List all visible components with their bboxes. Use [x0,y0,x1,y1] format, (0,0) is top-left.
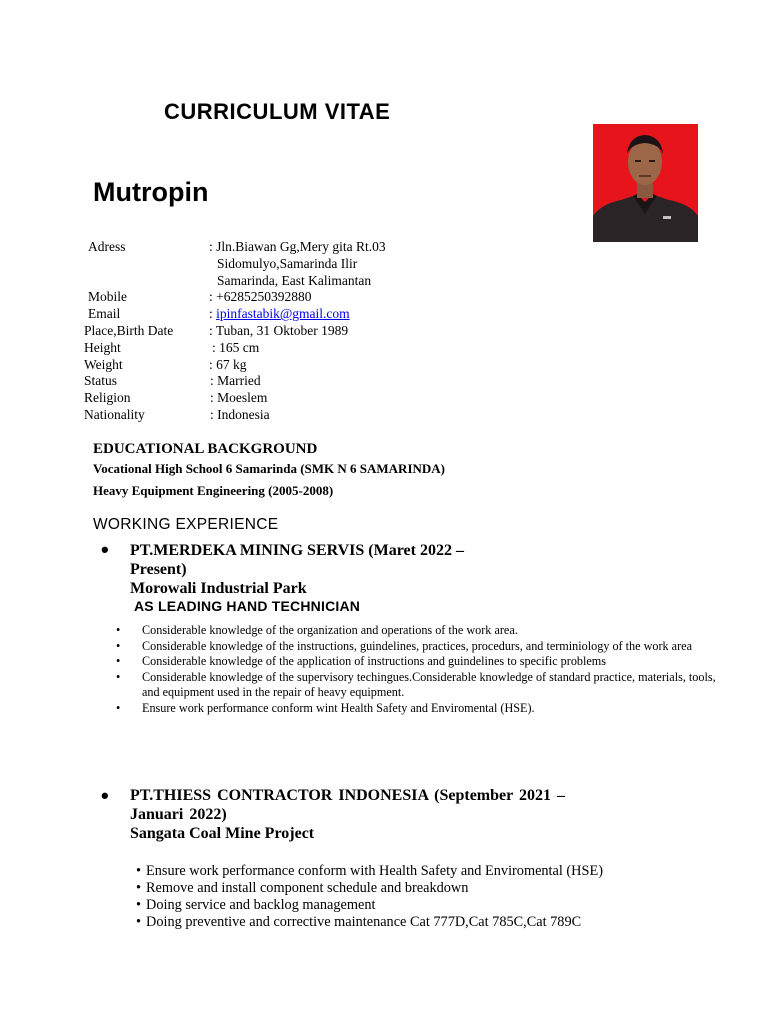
address-label: Adress [88,239,126,254]
bullet-icon: • [116,700,121,715]
list-item: • Ensure work performance conform wint Health Safety and Enviromental (HSE). [116,700,535,715]
list-item: • Doing preventive and corrective maintenance Cat 777D,Cat 785C,Cat 789C [136,914,582,930]
status-value: : Married [210,373,261,389]
email-value-wrap [209,306,350,323]
job-1-company-line-2: Present) [130,561,187,578]
work-heading: WORKING EXPERIENCE [93,516,279,533]
job-1-company-line-1: PT.MERDEKA MINING SERVIS (Maret 2022 – [130,542,464,559]
person-portrait-icon [593,124,698,242]
job-1-role: AS LEADING HAND TECHNICIAN [134,598,361,614]
bullet-icon: • [136,880,142,896]
job-1-duties [116,623,726,716]
address-line-2: Sidomulyo,Samarinda Ilir [217,255,358,271]
weight-value: : 67 kg [209,356,247,372]
religion-value: : Moeslem [210,390,268,406]
list-item: • Considerable knowledge of the instructions, guindelines, practices, procedurs, and terminiology of the work area [116,638,692,653]
nationality-label: Nationality [84,406,145,422]
mobile-value: : +6285250392880 [209,289,312,305]
profile-photo [593,124,698,242]
email-link[interactable]: ipinfastabik@gmail.com [216,306,350,322]
job-2-bullet: • [101,783,109,808]
person-name: Mutropin [93,177,209,207]
religion-label: Religion [84,390,131,406]
bullet-icon: • [136,914,142,930]
job-2-company-line-2: Januari 2022) [130,806,227,823]
mobile-label: Mobile [88,289,127,305]
job-2-company [130,786,710,824]
document-title: CURRICULUM VITAE [164,99,391,124]
email-label: Email [88,306,121,322]
weight-label: Weight [84,356,123,372]
height-value: : 165 cm [212,339,260,355]
education-heading: EDUCATIONAL BACKGROUND [93,441,318,457]
list-item: • Remove and install component schedule and breakdown [136,880,469,896]
height-label: Height [84,339,121,355]
nationality-value: : Indonesia [210,406,270,422]
list-item: • Ensure work performance conform with Health Safety and Enviromental (HSE) [136,863,603,879]
bullet-icon: • [136,897,142,913]
job-1-bullet: • [101,537,109,562]
job-2-company-line-1: PT.THIESS CONTRACTOR INDONESIA (September 2021 – [130,787,565,804]
address-line-1: : Jln.Biawan Gg,Mery gita Rt.03 [209,239,386,254]
bullet-icon: • [116,654,121,668]
list-item: • Considerable knowledge of the application of instructions and guindelines to specific problems [116,654,607,668]
bullet-icon: • [116,669,121,684]
job-2-duties [136,863,696,931]
list-item: • Doing service and backlog management [136,897,376,913]
birth-label: Place,Birth Date [84,322,174,338]
bullet-icon: • [116,623,121,637]
job-1-location: Morowali Industrial Park [130,580,307,597]
email-prefix: : [209,306,217,322]
list-item: • Considerable knowledge of the supervisory techingues.Considerable knowledge of standard practice, materials, tools, and equipment used in the repair of heavy equipment. [116,669,716,699]
education-program: Heavy Equipment Engineering (2005-2008) [93,483,334,498]
bullet-icon: • [116,638,121,653]
status-label: Status [84,373,118,389]
list-item: • Considerable knowledge of the organization and operations of the work area. [116,623,518,637]
address-line-3: Samarinda, East Kalimantan [217,272,372,288]
education-school: Vocational High School 6 Samarinda (SMK N 6 SAMARINDA) [93,461,445,476]
job-2-location: Sangata Coal Mine Project [130,825,315,842]
birth-value: : Tuban, 31 Oktober 1989 [209,322,349,338]
bullet-icon: • [136,863,142,879]
job-1-company [130,541,570,579]
